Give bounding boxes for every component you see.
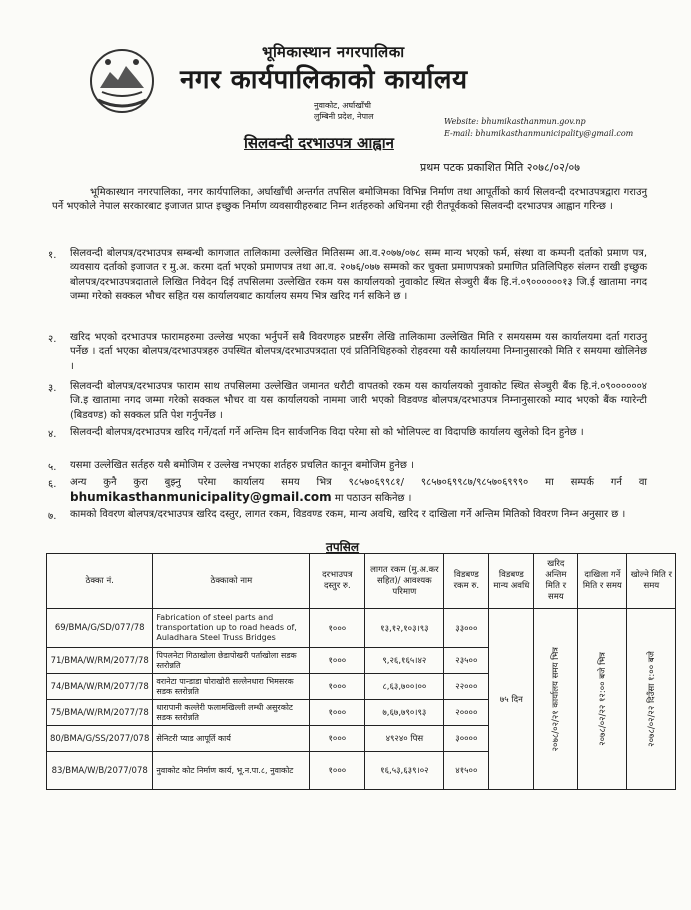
validity-cell: ७५ दिन — [489, 609, 534, 790]
table-header-row — [47, 554, 676, 609]
fee-cell: १००० — [310, 752, 365, 790]
cost-cell: ७,६७,७९०।९३ — [365, 700, 444, 726]
condition-item: यसमा उल्लेखित सर्तहरु यसै बमोजिम र उल्लेख नभएका शर्तहरु प्रचलित कानून बमोजिम हुनेछ । — [70, 460, 414, 471]
notice-title: सिलवन्दी दरभाउपत्र आह्वान — [244, 134, 394, 152]
col-header-purchase: खरिद अन्तिम मिति र समय — [534, 554, 578, 609]
contract-no: 83/BMA/W/B/2077/078 — [47, 752, 153, 790]
address-line2: लुम्बिनी प्रदेश, नेपाल — [314, 112, 374, 121]
contract-no: 69/BMA/G/SD/077/78 — [47, 609, 153, 648]
contract-name: नुवाकोट कोट निर्माण कार्य, भू.न.पा.८, नुवाकोट — [153, 752, 310, 790]
item-number: २. — [48, 334, 57, 345]
col-header-opening: खोल्ने मिति र समय — [627, 554, 676, 609]
fee-cell: १००० — [310, 726, 365, 752]
contact-email[interactable]: bhumikasthanmunicipality@gmail.com — [70, 490, 332, 505]
cost-cell: ९,२६,१६५।४२ — [365, 648, 444, 674]
bid-cell: २२००० — [444, 674, 489, 700]
item-number: ६. — [48, 479, 57, 490]
condition-item: सिलवन्दी बोलपत्र/दरभाउपत्र खरिद गर्ने/दर्ता गर्ने अन्तिम दिन सार्वजनिक विदा परेमा सो को भोलिपल्ट वा विदापछि कार्यालय खुलेको दिन हुनेछ । — [70, 427, 584, 438]
municipality-name: भूमिकास्थान नगरपालिका — [262, 43, 405, 61]
contract-no: 75/BMA/W/RM/2077/78 — [47, 700, 153, 726]
col-header-contract-no: ठेक्का नं. — [47, 554, 153, 609]
bid-cell: ४१५०० — [444, 752, 489, 790]
condition-item: कामको विवरण बोलपत्र/दरभाउपत्र खरिद दस्तुर, लागत रकम, विडवण्ड रकम, मान्य अवधि, खरिद र दाखिला गर्ने अन्तिम मितिको विवरण निम्न अनुसार छ । — [70, 509, 626, 520]
contract-name: वरानेटा पान्डाडा घोराखोरी सल्लेनधारा भिमसरक सडक स्तरोन्नति — [153, 674, 310, 700]
cost-cell: ८,६३,७००।०० — [365, 674, 444, 700]
opening-text: २०७८/०२/२२ दिउँसा १:०० बजे — [646, 651, 657, 747]
schedule-title: तपसिल — [326, 540, 360, 554]
contact-info — [444, 116, 633, 140]
email-text: E-mail: bhumikasthanmunicipality@gmail.com — [444, 129, 634, 138]
col-header-bid-validity: विडबण्ड मान्य अवधि — [489, 554, 534, 609]
condition-item: सिलवन्दी बोलपत्र/दरभाउपत्र फाराम साथ तपसिलमा उल्लेखित जमानत धरौटी वापतको रकम यस कार्यालयको नुवाकोट स्थित सेञ्चुरी बैंक हि.नं.०९००००००४ जि.इ खातामा नगद जम्मा गरेको सक्कल भौचर वा यस कार्यालयको नाममा जारी भएको विडवण्ड बोलपत्र/दरभाउपत्र निम्नानुसारको म्याद भएको बैंक ग्यारेन्टी (बिडवण्ड) को सक्कल प्रति पेश गर्नुपर्नेछ । — [70, 381, 647, 421]
col-header-submission: दाखिला गर्ने मिति र समय — [578, 554, 627, 609]
bid-cell: २०००० — [444, 700, 489, 726]
fee-cell: १००० — [310, 700, 365, 726]
condition-item: सिलवन्दी बोलपत्र/दरभाउपत्र सम्बन्धी कागजात तालिकामा उल्लेखित मितिसम्म आ.व.२०७७/०७८ सम्म मान्य भएको फर्म, संस्था वा कम्पनी दर्ताको प्रमाण पत्र, व्यवसाय दर्ताको इजाजत र मु.अ. करमा दर्ता भएको प्रमाणपत्र तथा आ.व. २०७६/०७७ सम्मको कर चुक्ता प्रमाणपत्रको प्रमाणित प्रतिलिपिहरु संलग्न राखी इच्छुक बोलपत्र/दरभाउपत्रदाताले लिखित निवेदन दिई तपसिलमा उल्लेखित रकम यस कार्यालयको नुवाकोट स्थित सेञ्चुरी बैंक हि.नं.०९००००००१३ जि.ई खातामा नगद जम्मा गरेको सक्कल भौचर सहित यस कार्यालयबाट कार्यालय समय भित्र खरिद गर्न सकिने छ । — [70, 248, 647, 303]
col-header-cost: लागत रकम (मु.अ.कर सहित)/ आवश्यक परिमाण — [365, 554, 444, 609]
bid-cell: २३५०० — [444, 648, 489, 674]
fee-cell: १००० — [310, 648, 365, 674]
cost-cell: १३,१२,१०३।९३ — [365, 609, 444, 648]
contract-name: सेनिटरी प्याड आपूर्ति कार्य — [153, 726, 310, 752]
contract-name: Fabrication of steel parts and transportation up to road heads of, Auladhara Steel Truss Bridges — [153, 609, 310, 648]
contract-no: 71/BMA/W/RM/2077/78 — [47, 648, 153, 674]
bid-cell: ३३००० — [444, 609, 489, 648]
col-header-bid-amount: विडबण्ड रकम रु. — [444, 554, 489, 609]
submission-deadline-cell — [578, 609, 627, 790]
fee-cell: १००० — [310, 674, 365, 700]
bid-cell: ३०००० — [444, 726, 489, 752]
item-number: ५. — [48, 462, 57, 473]
condition-item: खरिद भएको दरभाउपत्र फारामहरुमा उल्लेख भएका भर्नुपर्ने सबै विवरणहरु प्रष्टसँग लेखि तालिकामा उल्लेखित मिति र समयसम्म यस कार्यालयमा दर्ता गराउनु पर्नेछ । दर्ता भएका बोलपत्र/दरभाउपत्रहरु उपस्थित बोलपत्र/दरभाउपत्रदाता एवं प्रतिनिधिहरुको रोहवरमा यसै कार्यालयमा निम्नानुसारको मिति र समयमा खोलिनेछ । — [70, 332, 647, 372]
cost-cell: १६,५३,६३९।०२ — [365, 752, 444, 790]
intro-paragraph: भूमिकास्थान नगरपालिका, नगर कार्यपालिका, अर्घाखाँची अन्तर्गत तपसिल बमोजिमका विभिन्न निर्माण तथा आपूर्तीको कार्य सिलवन्दी दरभाउपत्रद्वारा गराउनु पर्ने भएकोले नेपाल सरकारबाट इजाजत प्राप्त इच्छुक निर्माण व्यवसायीहरुबाट निम्न शर्तहरुको अधिनमा रही रीतपूर्वकको सिलवन्दी दरभाउपत्र आह्वान गरिन्छ । — [52, 187, 647, 213]
fee-cell: १००० — [310, 609, 365, 648]
contract-no: 80/BMA/G/SS/2077/078 — [47, 726, 153, 752]
cost-cell: ४९२४० पिस — [365, 726, 444, 752]
opening-cell — [627, 609, 676, 790]
submission-deadline-text: २०७८/०२/२२ १२:०० बजे भित्र — [597, 652, 608, 746]
published-date: प्रथम पटक प्रकाशित मिति २०७८/०२/०७ — [420, 161, 580, 174]
item-number: १. — [48, 250, 57, 261]
contract-no: 74/BMA/W/RM/2077/78 — [47, 674, 153, 700]
item-number: ७. — [48, 511, 57, 522]
item-number: ३. — [48, 383, 57, 394]
government-emblem — [88, 48, 156, 114]
contract-name: पिपलनेटा गिठाखोला छेडापोखरी पर्ताखोला सडक स्तरोन्नति — [153, 648, 310, 674]
website-text: Website: bhumikasthanmun.gov.np — [444, 117, 586, 126]
office-address — [314, 100, 374, 122]
contact-text: अन्य कुनै कुरा बुझ्नु परेमा कार्यालय समय भित्र ९८५७०६९९८१/ ९८५७०६९९८७/९८५७०६९९९० मा सम्पर्क गर्न वा — [70, 477, 647, 488]
contact-text-after: मा पठाउन सकिनेछ । — [334, 493, 412, 505]
contract-name: धारापानी कल्लेरी फलामखिल्ली लम्धी असुरकोट सडक स्तरोन्नति — [153, 700, 310, 726]
col-header-contract-name: ठेक्काको नाम — [153, 554, 310, 609]
schedule-table — [46, 553, 676, 790]
item-number: ४. — [48, 429, 57, 440]
condition-item — [70, 476, 647, 507]
purchase-deadline-text: २०७८/०२/२१ कार्यालय समय भित्र — [551, 646, 562, 752]
col-header-fee: दरभाउपत्र दस्तुर रु. — [310, 554, 365, 609]
office-name: नगर कार्यपालिकाको कार्यालय — [180, 65, 468, 95]
table-row — [47, 609, 676, 648]
address-line1: नुवाकोट, अर्घाखाँची — [314, 101, 371, 110]
purchase-deadline-cell — [534, 609, 578, 790]
